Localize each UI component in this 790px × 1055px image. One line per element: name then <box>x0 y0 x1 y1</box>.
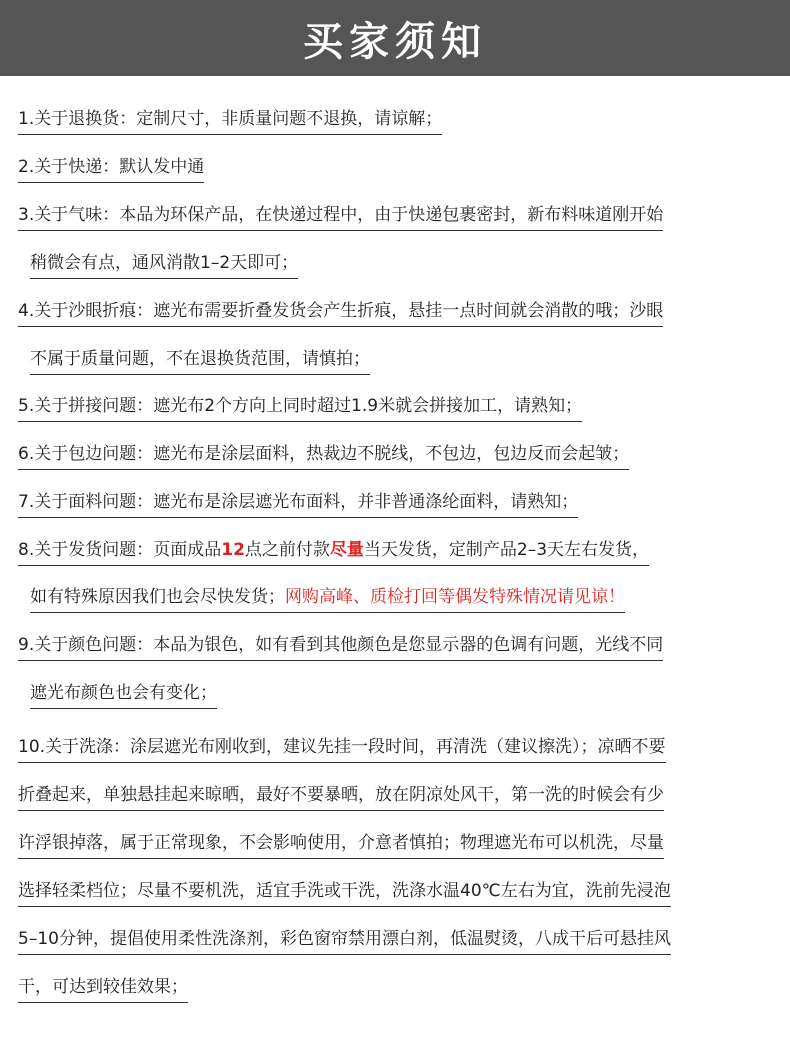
notice-line-7: 7.关于面料问题：遮光布是涂层遮光布面料，并非普通涤纶面料，请熟知； <box>18 490 578 518</box>
notice-line-10-cont-2: 许浮银掉落，属于正常现象，不会影响使用，介意者慎拍；物理遮光布可以机洗，尽量 <box>18 831 664 859</box>
notice-line-10-cont-4: 5–10分钟，提倡使用柔性洗涤剂，彩色窗帘禁用漂白剂，低温熨烫，八成干后可悬挂风 <box>18 927 671 955</box>
notice-line-9: 9.关于颜色问题：本品为银色，如有看到其他颜色是您显示器的色调有问题，光线不同 <box>18 633 663 661</box>
notice-line-10-cont-5: 干，可达到较佳效果； <box>18 975 188 1003</box>
line-8-highlight-12: 12 <box>221 540 245 560</box>
notice-line-8 <box>18 538 649 566</box>
line-8-cont-text: 如有特殊原因我们也会尽快发货； <box>30 587 285 607</box>
line-8-text-c: 当天发货，定制产品2–3天左右发货， <box>363 540 650 560</box>
notice-line-4: 4.关于沙眼折痕：遮光布需要折叠发货会产生折痕，悬挂一点时间就会消散的哦；沙眼 <box>18 299 663 327</box>
notice-line-6: 6.关于包边问题：遮光布是涂层面料，热裁边不脱线，不包边，包边反而会起皱； <box>18 442 629 470</box>
notice-line-5: 5.关于拼接问题：遮光布2个方向上同时超过1.9米就会拼接加工，请熟知； <box>18 394 582 422</box>
notice-line-3-cont: 稍微会有点，通风消散1–2天即可； <box>30 251 298 279</box>
notice-line-10: 10.关于洗涤：涂层遮光布刚收到，建议先挂一段时间，再清洗（建议擦洗）；凉晒不要 <box>18 735 666 763</box>
header-banner <box>0 0 790 76</box>
notice-line-9-cont: 遮光布颜色也会有变化； <box>30 681 217 709</box>
notice-line-3: 3.关于气味：本品为环保产品，在快递过程中，由于快递包裹密封，新布料味道刚开始 <box>18 203 663 231</box>
line-8-text-a: 8.关于发货问题：页面成品 <box>18 540 222 560</box>
notice-line-10-cont-1: 折叠起来，单独悬挂起来晾晒，最好不要暴晒，放在阴凉处风干，第一洗的时候会有少 <box>18 783 664 811</box>
line-8-highlight-jinliang: 尽量 <box>329 540 364 560</box>
line-8-warning: 网购高峰、质检打回等偶发特殊情况请见谅！ <box>285 587 625 607</box>
notice-line-8-cont <box>30 585 625 613</box>
notice-line-2: 2.关于快递：默认发中通 <box>18 155 204 183</box>
line-8-text-b: 点之前付款 <box>244 540 330 560</box>
notice-line-4-cont: 不属于质量问题，不在退换货范围，请慎拍； <box>30 347 370 375</box>
notice-line-1: 1.关于退换货：定制尺寸，非质量问题不退换，请谅解； <box>18 107 442 135</box>
page-title: 买家须知 <box>303 18 487 65</box>
notice-line-10-cont-3: 选择轻柔档位；尽量不要机洗，适宜手洗或干洗，洗涤水温40℃左右为宜，洗前先浸泡 <box>18 879 671 907</box>
